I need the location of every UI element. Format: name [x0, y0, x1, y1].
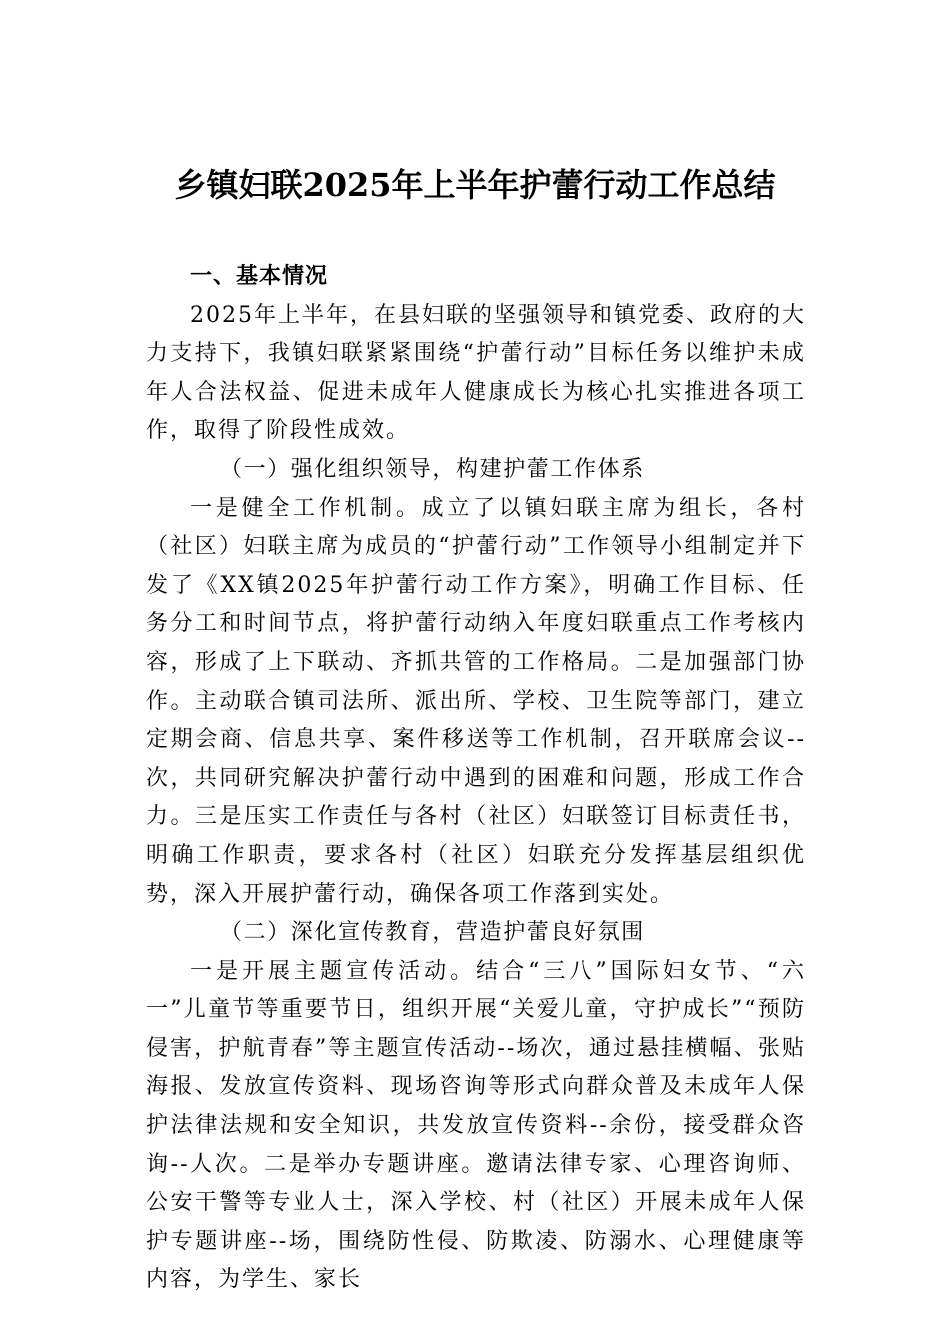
subsection-heading: （二）深化宣传教育，营造护蕾良好氛围 — [220, 920, 645, 946]
subsection-paragraph: 一是健全工作机制。成立了以镇妇联主席为组长，各村（社区）妇联主席为成员的“护蕾行动”工作领导小组制定并下发了《XX镇2025年护蕾行动工作方案》，明确工作目标、任务分工和时间节点，将护蕾行动纳入年度妇联重点工作考核内容，形成了上下联动、齐抓共管的工作格局。二是加强部门协作。主动联合镇司法所、派出所、学校、卫生院等部门，建立定期会商、信息共享、案件移送等工作机制，召开联席会议--次，共同研究解决护蕾行动中遇到的困难和问题，形成工作合力。三是压实工作责任与各村（社区）妇联签订目标责任书，明确工作职责，要求各村（社区）妇联充分发挥基层组织优势，深入开展护蕾行动，确保各项工作落到实处。 — [146, 495, 806, 907]
document-title: 乡镇妇联2025年上半年护蕾行动工作总结 — [174, 166, 776, 204]
subsection-heading: （一）强化组织领导，构建护蕾工作体系 — [220, 456, 645, 482]
document-body — [146, 258, 806, 1300]
section-paragraph: 2025年上半年，在县妇联的坚强领导和镇党委、政府的大力支持下，我镇妇联紧紧围绕“护蕾行动”目标任务以维护未成年人合法权益、促进未成年人健康成长为核心扎实推进各项工作，取得了阶段性成效。 — [146, 302, 806, 444]
subsection-paragraph: 一是开展主题宣传活动。结合“三八”国际妇女节、“六一”儿童节等重要节日，组织开展“关爱儿童，守护成长”“预防侵害，护航青春”等主题宣传活动--场次，通过悬挂横幅、张贴海报、发放宣传资料、现场咨询等形式向群众普及未成年人保护法律法规和安全知识，共发放宣传资料--余份，接受群众咨询--人次。二是举办专题讲座。邀请法律专家、心理咨询师、公安干警等专业人士，深入学校、村（社区）开展未成年人保护专题讲座--场，围绕防性侵、防欺凌、防溺水、心理健康等内容，为学生、家长 — [146, 958, 806, 1293]
section-heading: 一、基本情况 — [190, 264, 329, 289]
